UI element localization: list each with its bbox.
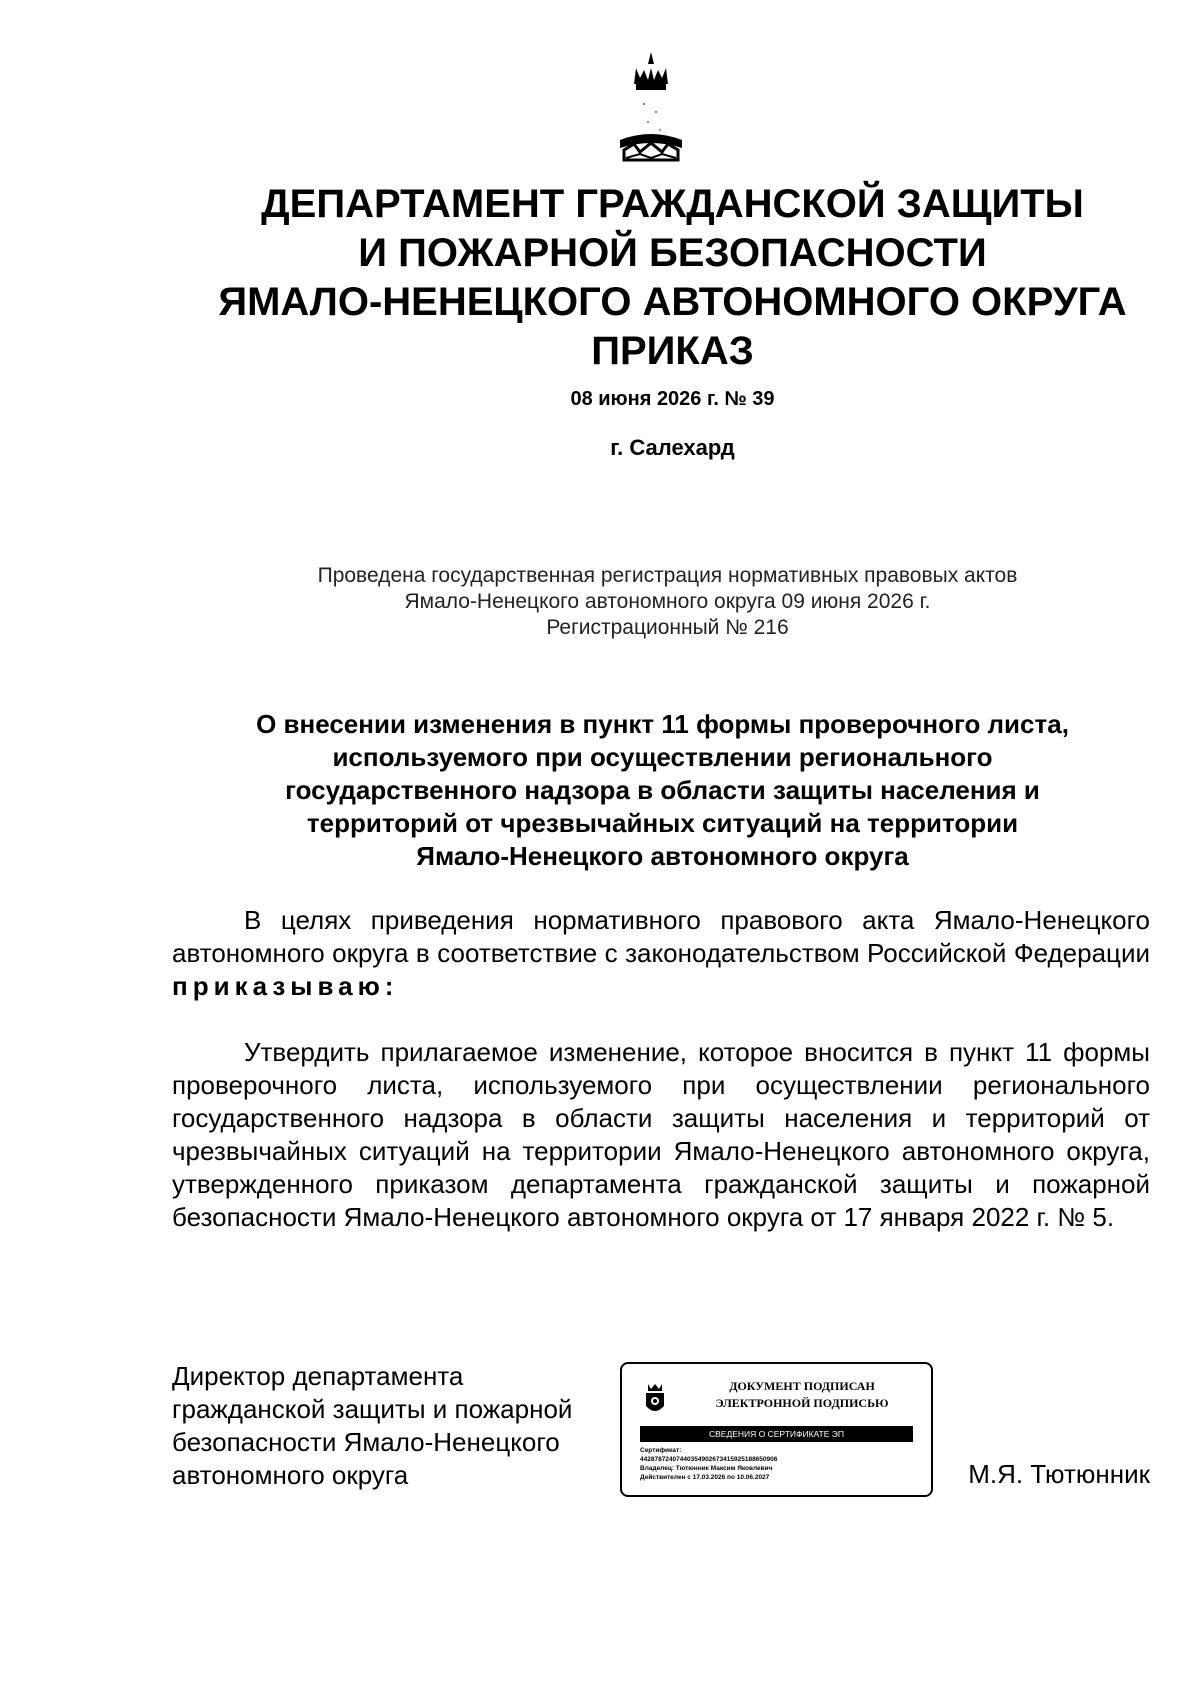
stamp-certificate-bar: СВЕДЕНИЯ О СЕРТИФИКАТЕ ЭП xyxy=(640,1426,913,1442)
stamp-title xyxy=(682,1378,922,1412)
order-date-number: 08 июня 2026 г. № 39 xyxy=(570,388,775,410)
paragraph-1-text: В целях приведения нормативного правового акта Ямало-Ненецкого автономного округа в соответствие с законодательством Российской Федерации xyxy=(172,905,1150,968)
document-title xyxy=(170,708,1155,873)
coat-of-arms-emblem xyxy=(610,48,692,168)
registration-line-2: Ямало-Ненецкого автономного округа 09 июня 2026 г. xyxy=(404,590,931,613)
title-line-2: используемого при осуществлении регионального xyxy=(332,742,993,772)
department-header xyxy=(150,180,1195,376)
title-line-1: О внесении изменения в пункт 11 формы проверочного листа, xyxy=(256,709,1069,739)
position-line-2: гражданской защиты и пожарной xyxy=(172,1394,573,1424)
title-line-3: государственного надзора в области защиты населения и xyxy=(285,775,1040,805)
header-line-2: И ПОЖАРНОЙ БЕЗОПАСНОСТИ xyxy=(358,231,987,275)
position-line-1: Директор департамента xyxy=(172,1361,464,1391)
signer-name: М.Я. Тютюнник xyxy=(968,1459,1150,1489)
header-line-3: ЯМАЛО-НЕНЕЦКОГО АВТОНОМНОГО ОКРУГА xyxy=(218,280,1127,324)
registration-line-3: Регистрационный № 216 xyxy=(546,616,789,639)
registration-line-1: Проведена государственная регистрация нормативных правовых актов xyxy=(317,564,1018,587)
header-line-1: ДЕПАРТАМЕНТ ГРАЖДАНСКОЙ ЗАЩИТЫ xyxy=(261,182,1084,226)
stamp-title-line-1: ДОКУМЕНТ ПОДПИСАН xyxy=(729,1379,875,1393)
paragraph-1-emphasis: приказываю: xyxy=(172,971,399,1001)
stamp-validity: Действителен с 17.03.2026 по 10.06.2027 xyxy=(640,1474,770,1481)
stamp-owner: Владелец: Тютюнник Максим Яковлевич xyxy=(640,1465,773,1472)
body-paragraph-1 xyxy=(172,904,1150,1003)
stamp-certificate-number: 44287872407440354902673415925188650906 xyxy=(640,1456,778,1463)
signer-position xyxy=(172,1360,612,1492)
body-paragraph-2: Утвердить прилагаемое изменение, которое вносится в пункт 11 формы проверочного листа, используемого при осуществлении регионального государственного надзора в области защиты населения и территорий от чрезвычайных ситуаций на территории Ямало-Ненецкого автономного округа, утвержденного приказом департамента гражданской защиты и пожарной безопасности Ямало-Ненецкого автономного округа от 17 января 2022 г. № 5. xyxy=(172,1037,1150,1232)
electronic-signature-stamp xyxy=(620,1362,933,1497)
title-line-4: территорий от чрезвычайных ситуаций на территории xyxy=(306,808,1019,838)
title-line-5: Ямало-Ненецкого автономного округа xyxy=(416,841,909,871)
stamp-certificate-label: Сертификат: xyxy=(640,1447,682,1454)
position-line-4: автономного округа xyxy=(172,1460,409,1490)
position-line-3: безопасности Ямало-Ненецкого xyxy=(172,1427,560,1457)
registration-note xyxy=(230,563,1105,641)
order-city: г. Салехард xyxy=(610,435,735,460)
stamp-emblem-icon xyxy=(642,1382,668,1418)
stamp-title-line-2: ЭЛЕКТРОННОЙ ПОДПИСЬЮ xyxy=(715,1396,889,1410)
document-type: ПРИКАЗ xyxy=(591,329,754,373)
